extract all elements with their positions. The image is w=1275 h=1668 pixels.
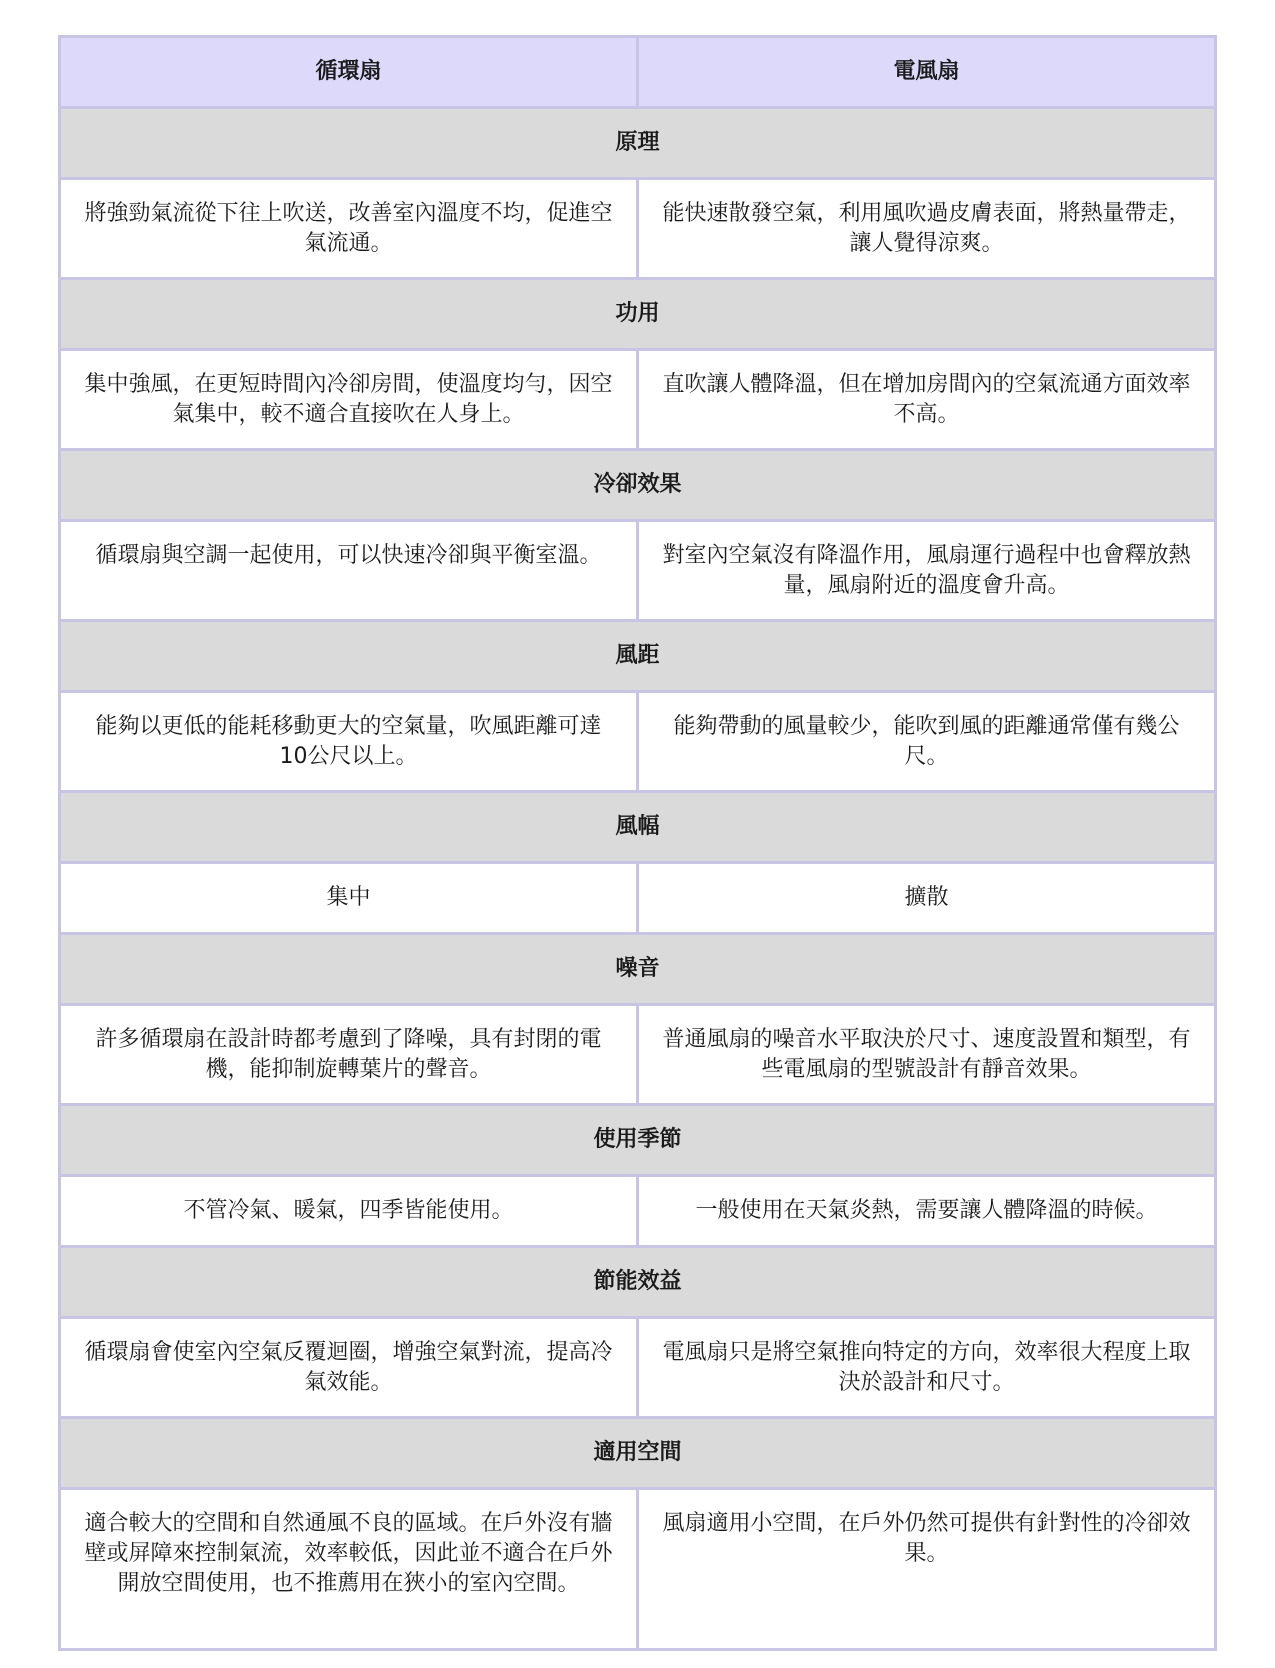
circulator-cell: 許多循環扇在設計時都考慮到了降噪，具有封閉的電機，能抑制旋轉葉片的聲音。 (60, 1005, 638, 1105)
section-row-cooling (60, 450, 1216, 521)
circulator-cell: 循環扇與空調一起使用，可以快速冷卻與平衡室溫。 (60, 521, 638, 621)
table-row (60, 350, 1216, 450)
table-row (60, 1005, 1216, 1105)
header-row (60, 37, 1216, 108)
circulator-cell: 將強勁氣流從下往上吹送，改善室內溫度不均，促進空氣流通。 (60, 179, 638, 279)
electric-fan-cell: 能快速散發空氣，利用風吹過皮膚表面，將熱量帶走，讓人覺得涼爽。 (638, 179, 1216, 279)
section-row-wind-distance (60, 621, 1216, 692)
section-title: 風幅 (60, 792, 1216, 863)
electric-fan-cell: 直吹讓人體降溫，但在增加房間內的空氣流通方面效率不高。 (638, 350, 1216, 450)
section-row-energy-saving (60, 1247, 1216, 1318)
section-title: 節能效益 (60, 1247, 1216, 1318)
table-row (60, 1318, 1216, 1418)
section-row-principle (60, 108, 1216, 179)
electric-fan-cell: 一般使用在天氣炎熱，需要讓人體降溫的時候。 (638, 1176, 1216, 1247)
circulator-cell: 循環扇會使室內空氣反覆迴圈，增強空氣對流，提高冷氣效能。 (60, 1318, 638, 1418)
section-title: 原理 (60, 108, 1216, 179)
header-electric-fan: 電風扇 (638, 37, 1216, 108)
electric-fan-cell: 對室內空氣沒有降溫作用，風扇運行過程中也會釋放熱量，風扇附近的溫度會升高。 (638, 521, 1216, 621)
section-title: 噪音 (60, 934, 1216, 1005)
table-row (60, 863, 1216, 934)
circulator-cell: 適合較大的空間和自然通風不良的區域。在戶外沒有牆壁或屏障來控制氣流，效率較低，因此並不適合在戶外開放空間使用，也不推薦用在狹小的室內空間。 (60, 1489, 638, 1650)
header-circulator-fan: 循環扇 (60, 37, 638, 108)
table-row (60, 692, 1216, 792)
electric-fan-cell: 普通風扇的噪音水平取決於尺寸、速度設置和類型，有些電風扇的型號設計有靜音效果。 (638, 1005, 1216, 1105)
section-title: 使用季節 (60, 1105, 1216, 1176)
section-row-noise (60, 934, 1216, 1005)
section-row-season (60, 1105, 1216, 1176)
comparison-table-container (58, 35, 1217, 1651)
table-row (60, 1489, 1216, 1650)
electric-fan-cell: 風扇適用小空間，在戶外仍然可提供有針對性的冷卻效果。 (638, 1489, 1216, 1650)
section-row-function (60, 279, 1216, 350)
electric-fan-cell: 能夠帶動的風量較少，能吹到風的距離通常僅有幾公尺。 (638, 692, 1216, 792)
table-row (60, 521, 1216, 621)
electric-fan-cell: 擴散 (638, 863, 1216, 934)
section-title: 功用 (60, 279, 1216, 350)
circulator-cell: 能夠以更低的能耗移動更大的空氣量，吹風距離可達10公尺以上。 (60, 692, 638, 792)
comparison-table (58, 35, 1217, 1651)
circulator-cell: 不管冷氣、暖氣，四季皆能使用。 (60, 1176, 638, 1247)
section-row-applicable-space (60, 1418, 1216, 1489)
circulator-cell: 集中強風，在更短時間內冷卻房間，使溫度均勻，因空氣集中，較不適合直接吹在人身上。 (60, 350, 638, 450)
section-row-wind-width (60, 792, 1216, 863)
section-title: 風距 (60, 621, 1216, 692)
electric-fan-cell: 電風扇只是將空氣推向特定的方向，效率很大程度上取決於設計和尺寸。 (638, 1318, 1216, 1418)
section-title: 適用空間 (60, 1418, 1216, 1489)
circulator-cell: 集中 (60, 863, 638, 934)
section-title: 冷卻效果 (60, 450, 1216, 521)
table-row (60, 1176, 1216, 1247)
table-row (60, 179, 1216, 279)
